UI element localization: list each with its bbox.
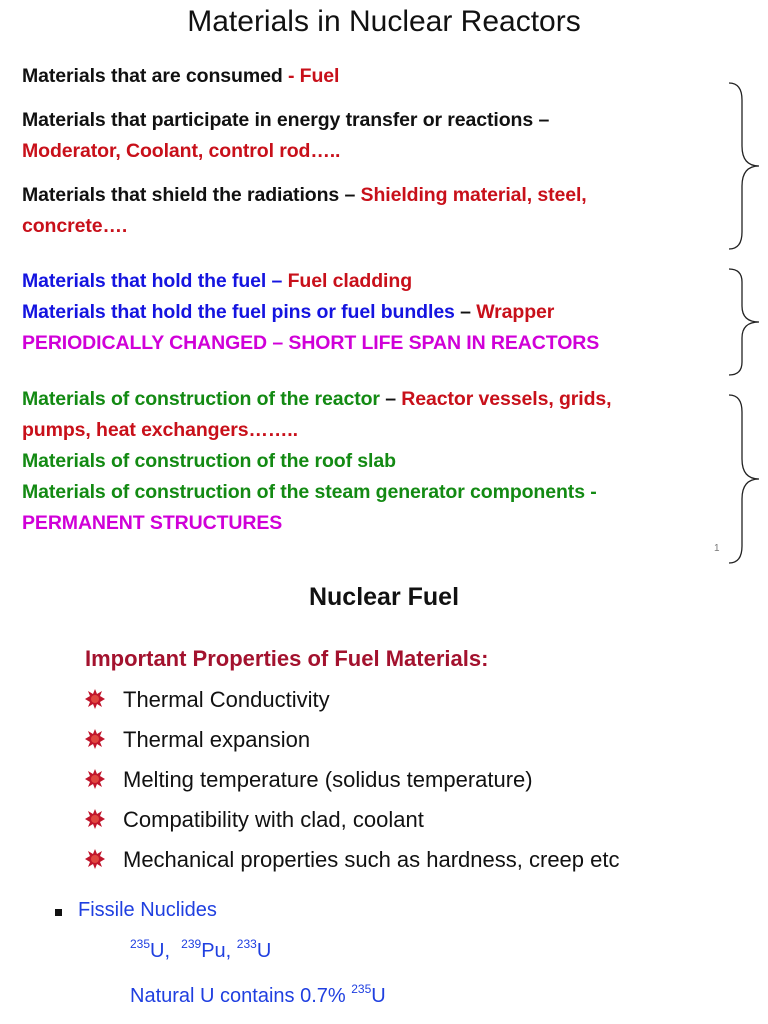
list-item: Thermal Conductivity — [84, 685, 330, 715]
natural-uranium-line: Natural U contains 0.7% $^{235}$U — [130, 982, 386, 1007]
right-curly-brace-icon — [726, 392, 762, 566]
line-energy-examples: Moderator, Coolant, control rod….. — [22, 140, 341, 162]
page-title: Materials in Nuclear Reactors — [187, 5, 581, 38]
line-hold-fuel: Materials that hold the fuel – Fuel cladding — [22, 270, 412, 292]
line-construction-examples: pumps, heat exchangers…….. — [22, 419, 298, 441]
line-hold-pins: Materials that hold the fuel pins or fuel bundles – Wrapper — [22, 301, 555, 323]
starburst-bullet-icon — [84, 728, 106, 750]
list-item: Mechanical properties such as hardness, creep etc — [84, 845, 619, 875]
page-number: 1 — [714, 543, 720, 554]
starburst-bullet-icon — [84, 808, 106, 830]
nuclides-line: $^{235}$U, $^{239}$Pu, $^{233}$U — [130, 937, 272, 962]
line-permanent: PERMANENT STRUCTURES — [22, 512, 283, 534]
list-item: Thermal expansion — [84, 725, 310, 755]
square-bullet-icon — [55, 909, 62, 916]
right-curly-brace-icon — [726, 80, 762, 252]
properties-heading: Important Properties of Fuel Materials: — [85, 646, 489, 671]
list-item: Compatibility with clad, coolant — [84, 805, 424, 835]
line-consumed: Materials that are consumed - Fuel — [22, 65, 340, 87]
line-steam: Materials of construction of the steam generator components - — [22, 481, 597, 503]
line-energy: Materials that participate in energy transfer or reactions – — [22, 109, 550, 131]
line-shield-examples: concrete…. — [22, 215, 128, 237]
line-roof: Materials of construction of the roof slab — [22, 450, 396, 472]
line-shield: Materials that shield the radiations – Shielding material, steel, — [22, 184, 587, 206]
list-item: Melting temperature (solidus temperature) — [84, 765, 533, 795]
right-curly-brace-icon — [726, 266, 762, 378]
line-periodic: PERIODICALLY CHANGED – SHORT LIFE SPAN IN REACTORS — [22, 332, 600, 354]
starburst-bullet-icon — [84, 688, 106, 710]
fissile-label: Fissile Nuclides — [78, 899, 217, 921]
starburst-bullet-icon — [84, 848, 106, 870]
starburst-bullet-icon — [84, 768, 106, 790]
section-title: Nuclear Fuel — [308, 583, 460, 611]
line-construction: Materials of construction of the reactor – Reactor vessels, grids, — [22, 388, 612, 410]
